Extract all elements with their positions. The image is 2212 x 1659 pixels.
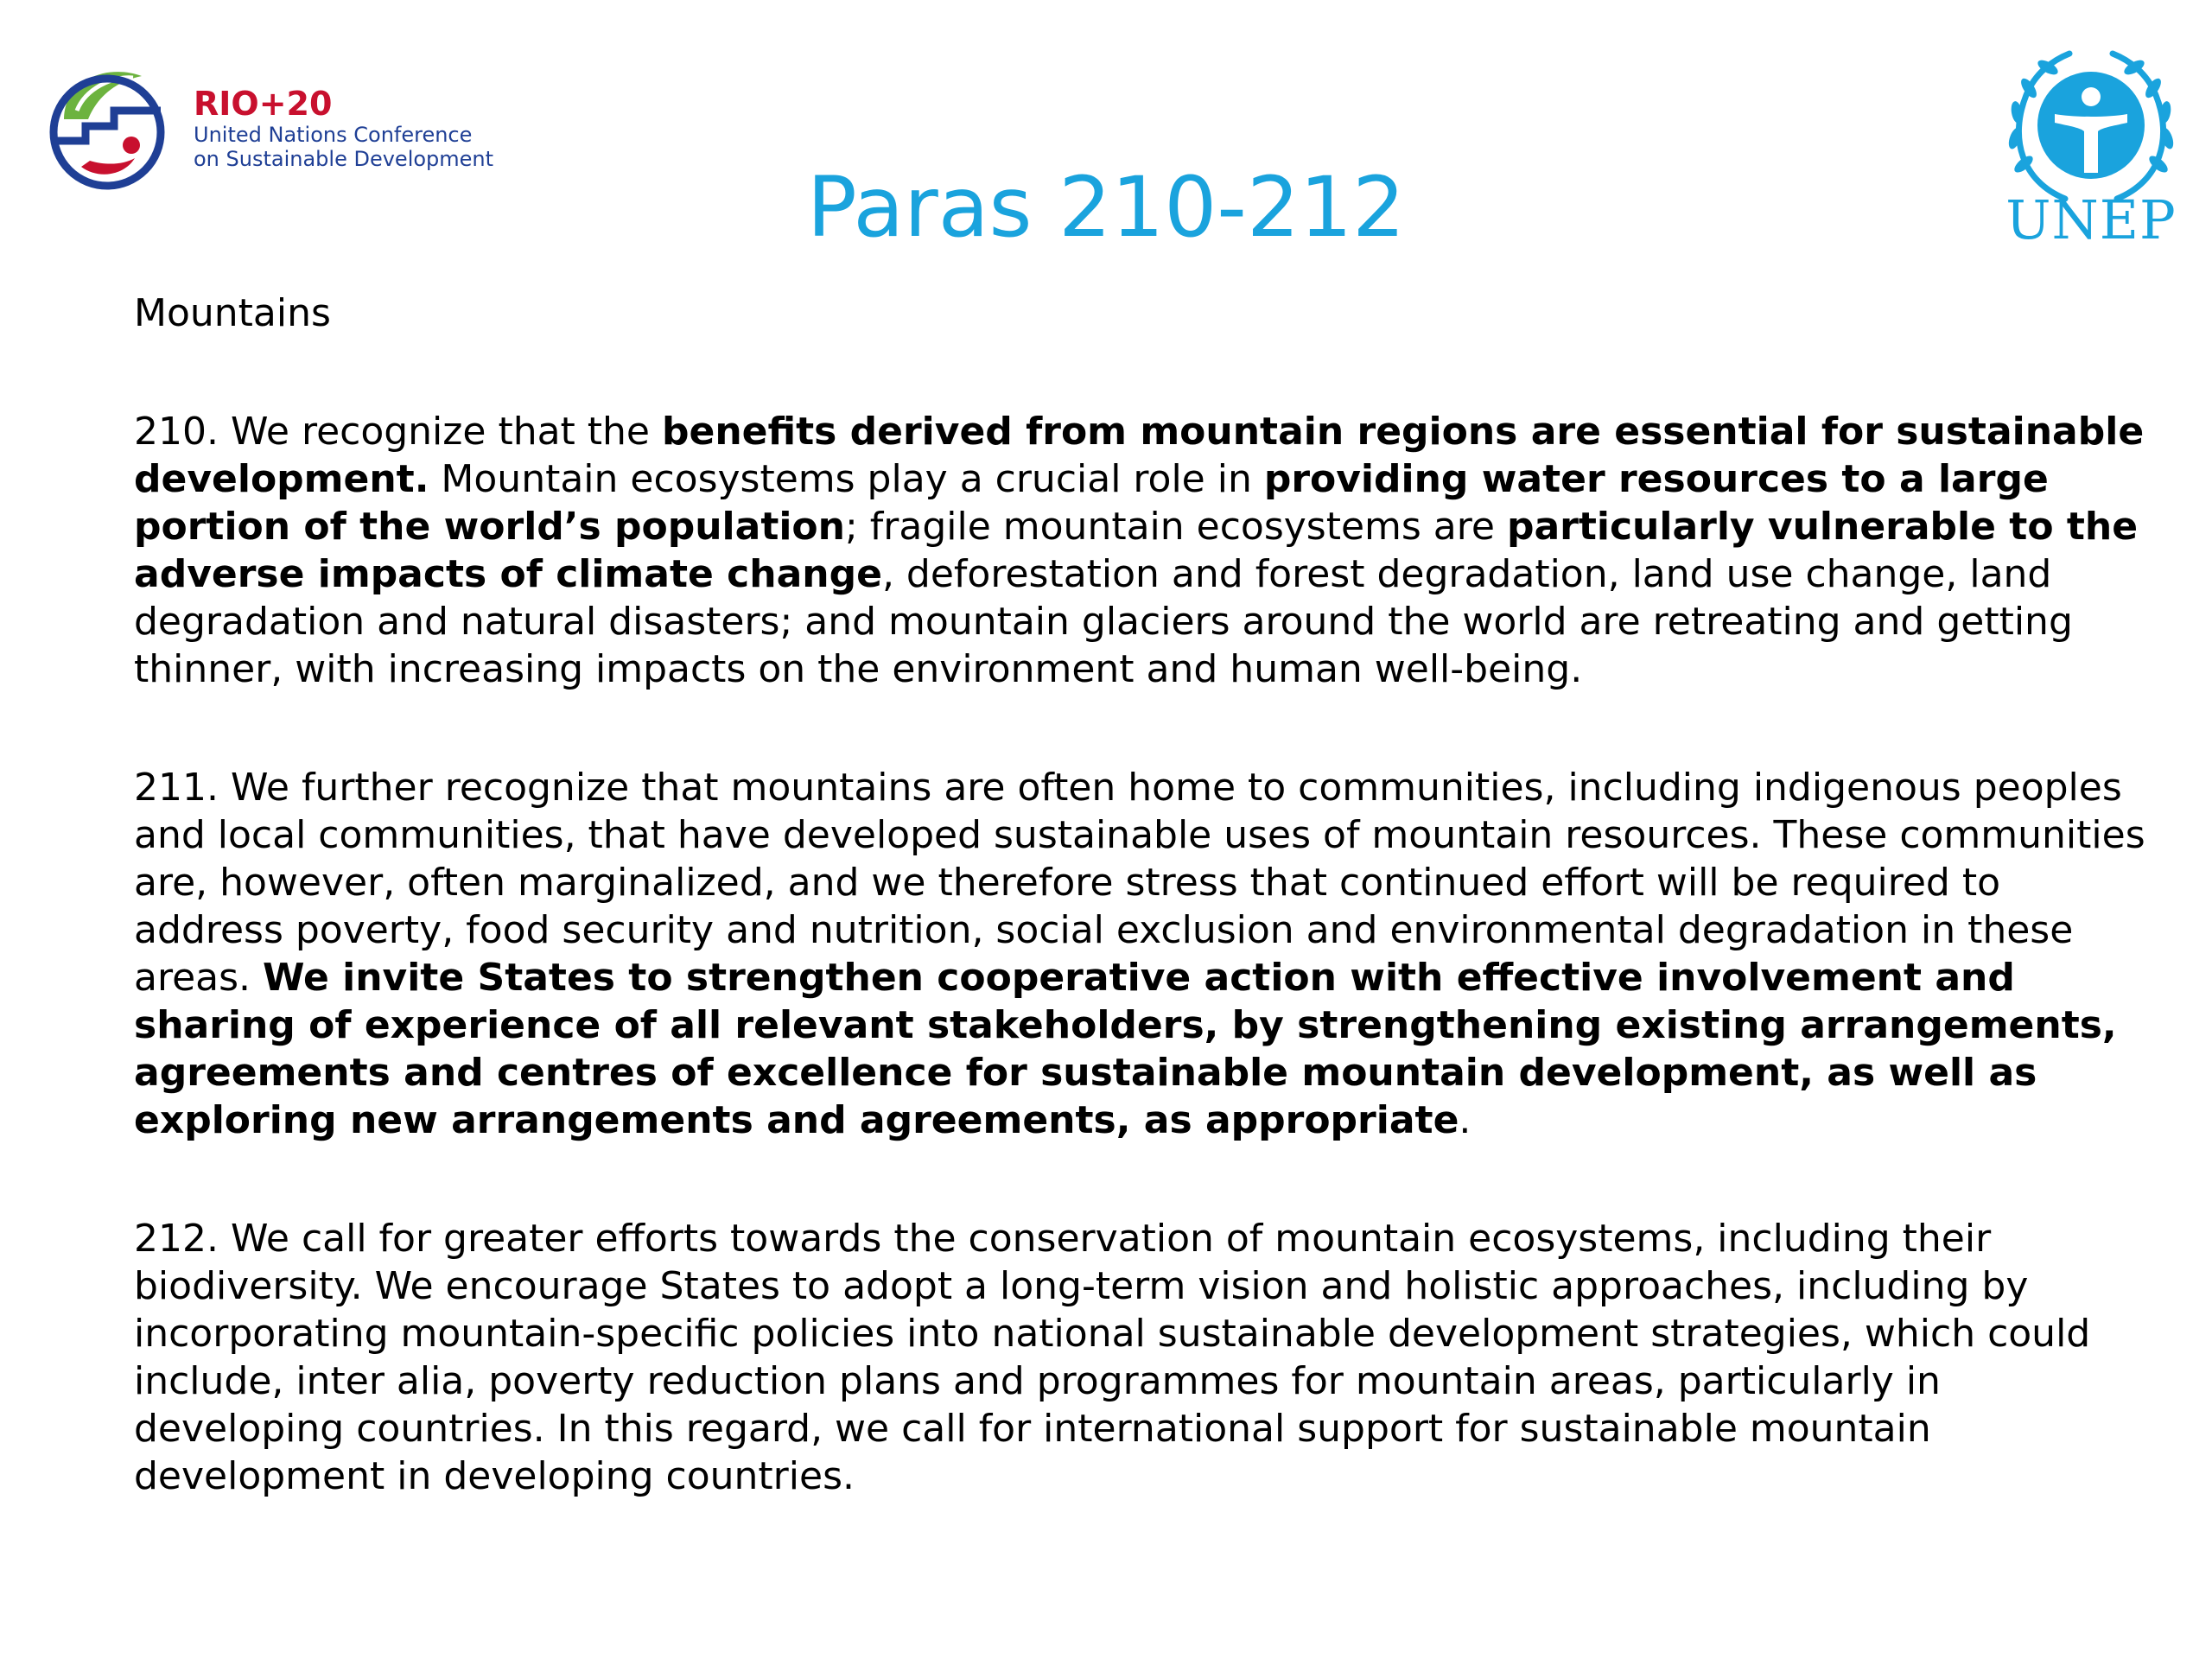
- paragraph-211: [134, 764, 2147, 1144]
- rio20-subtitle-line2: on Sustainable Development: [194, 147, 494, 171]
- section-heading: Mountains: [134, 291, 331, 335]
- p211-text-1: 211. We further recognize that mountains are often home to communities, including indigenous peoples and local communities, that have developed sustainable uses of mountain resources. These communities are, however, often marginalized, and we therefore stress that continued effort will be required to address poverty, food security and nutrition, social exclusion and environmental degradation in these areas.: [134, 766, 2145, 1000]
- rio20-name: RIO+20: [194, 85, 333, 123]
- p210-bold-2: providing water resources to a large portion of the world’s population: [134, 457, 2049, 549]
- p212-text-1: 212. We call for greater efforts towards the conservation of mountain ecosystems, including their biodiversity. We encourage States to adopt a long-term vision and holistic approaches, including by incorporating mountain-specific policies into national sustainable development strategies, which could include, inter alia, poverty reduction plans and programmes for mountain areas, particularly in developing countries. In this regard, we call for international support for sustainable mountain development in developing countries.: [134, 1217, 2091, 1498]
- slide-title: Paras 210-212: [806, 159, 1406, 256]
- p211-text-2: .: [1459, 1098, 1471, 1142]
- slide-body: [134, 289, 2147, 1571]
- p210-text-1: 210. We recognize that the: [134, 410, 662, 454]
- paragraph-210: [134, 408, 2147, 693]
- p210-bold-1: benefits derived from mountain regions are essential for sustainable development.: [134, 410, 2145, 501]
- p210-text-4: , deforestation and forest degradation, land use change, land degradation and natural disasters; and mountain glaciers around the world are retreating and getting thinner, with increasing impacts on the environment and human well-being.: [134, 552, 2073, 691]
- p210-text-3: ; fragile mountain ecosystems are: [844, 505, 1507, 549]
- rio20-subtitle-line1: United Nations Conference: [194, 123, 473, 147]
- p210-text-2: Mountain ecosystems play a crucial role in: [429, 457, 1264, 501]
- paragraph-212: [134, 1215, 2147, 1500]
- p210-bold-3: particularly vulnerable to the adverse impacts of climate change: [134, 505, 2139, 596]
- unep-wordmark: UNEP: [2005, 188, 2177, 251]
- p211-bold-1: We invite States to strengthen cooperative action with effective involvement and sharing of experience of all relevant stakeholders, by strengthening existing arrangements, agreements and centres of excellence for sustainable mountain development, as well as exploring new arrangements and agreements, as appropriate: [134, 956, 2117, 1142]
